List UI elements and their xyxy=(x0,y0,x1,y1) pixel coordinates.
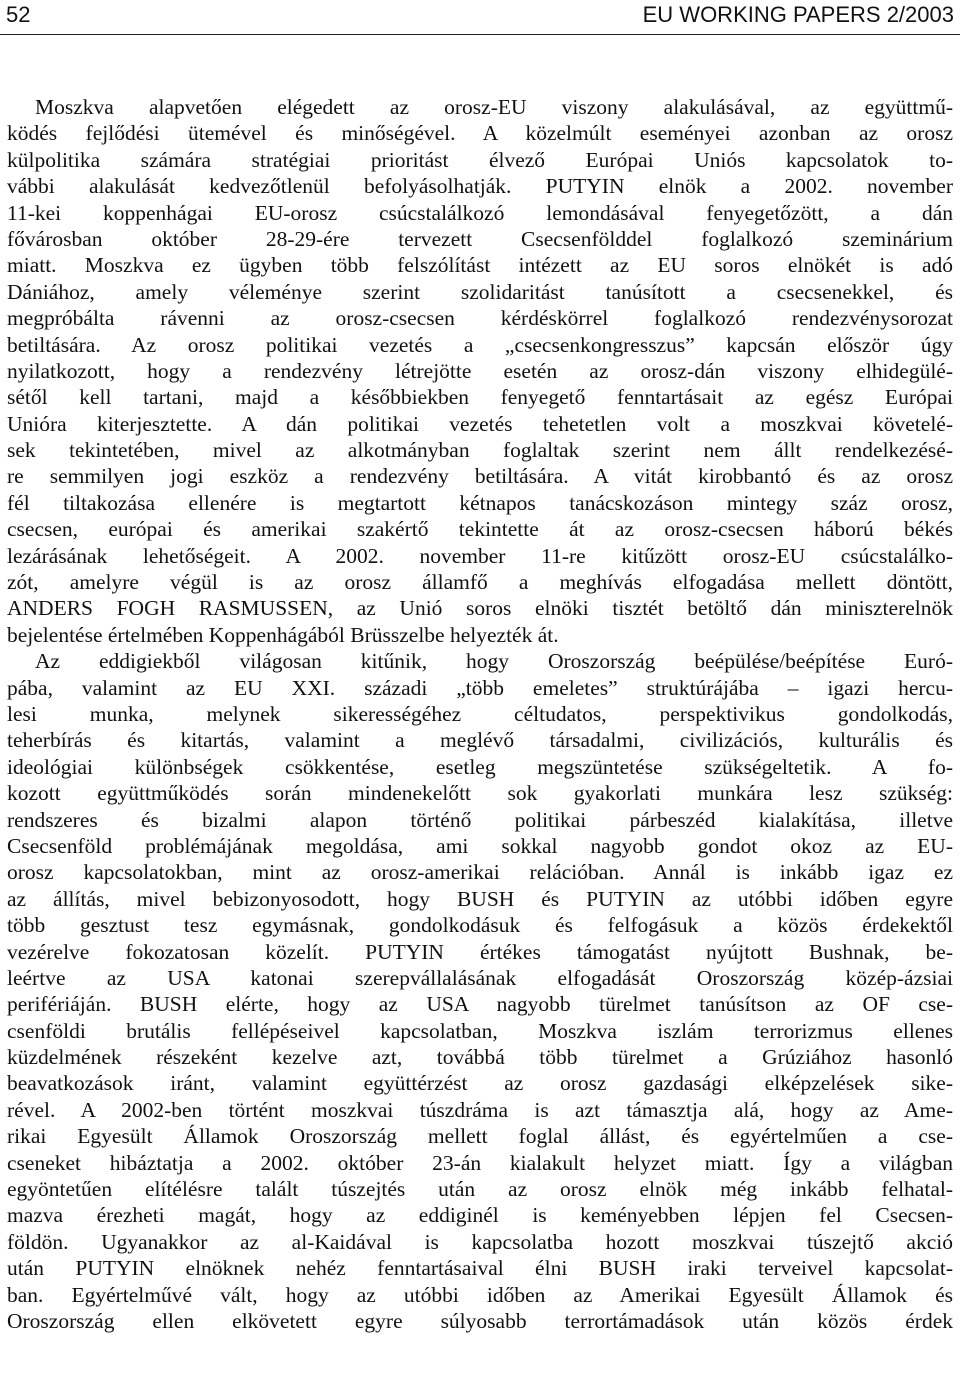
text-line: miatt. Moszkva ez ügyben több felszólítást intézett az EU soros elnökét is adó xyxy=(7,253,953,278)
text-line: leértve az USA katonai szerepvállalásának elfogadását Oroszország közép-ázsiai xyxy=(7,965,953,990)
text-line: vábbi alakulását kedvezőtlenül befolyásolhatják. PUTYIN elnök a 2002. november xyxy=(7,174,953,199)
text-line: földön. Ugyanakkor az al-Kaidával is kapcsolatba hozott moszkvai túszejtő akció xyxy=(7,1229,953,1254)
text-line: beavatkozások iránt, valamint együttérzést az orosz gazdasági elképzelések sike- xyxy=(7,1071,953,1096)
text-line: egyöntetűen elítélésre talált túszejtés után az orosz elnök még inkább felhatal- xyxy=(7,1177,953,1202)
text-line: bejelentése értelmében Koppenhágából Brüsszelbe helyezték át. xyxy=(7,622,559,647)
text-line: ANDERS FOGH RASMUSSEN, az Unió soros elnöki tisztét betöltő dán miniszterelnök xyxy=(7,596,953,621)
text-line: vezérelve fokozatosan közelít. PUTYIN értékes támogatást nyújtott Bushnak, be- xyxy=(7,939,953,964)
text-line: csenföldi brutális fellépéseivel kapcsolatban, Moszkva iszlám terrorizmus ellenes xyxy=(7,1018,953,1043)
text-line: zót, amelyre végül is az orosz államfő a meghívás elfogadása mellett döntött, xyxy=(7,570,953,595)
text-line: orosz kapcsolatokban, mint az orosz-amerikai relációban. Annál is inkább igaz ez xyxy=(7,860,953,885)
text-line: Csecsenföld problémájának megoldása, ami sokkal nagyobb gondot okoz az EU- xyxy=(7,833,953,858)
text-line: sek tekintetében, mivel az alkotmányban foglaltak szerint nem állt rendelkezésé- xyxy=(7,438,953,463)
text-line: csecsen, európai és amerikai szakértő tekintette át az orosz-csecsen háború békés xyxy=(7,517,953,542)
text-line: az állítás, mivel bebizonyosodott, hogy BUSH és PUTYIN az utóbbi időben egyre xyxy=(7,886,953,911)
text-line: cseneket hibáztatja a 2002. október 23-án kialakult helyzet miatt. Így a világban xyxy=(7,1150,953,1175)
text-line: lesi munka, melynek sikerességéhez céltudatos, perspektivikus gondolkodás, xyxy=(7,701,953,726)
text-line: pába, valamint az EU XXI. századi „több emeletes” struktúrájába – igazi hercu- xyxy=(7,675,953,700)
text-line: perifériáján. BUSH elérte, hogy az USA nagyobb türelmet tanúsítson az OF cse- xyxy=(7,992,953,1017)
text-line: Moszkva alapvetően elégedett az orosz-EU viszony alakulásával, az együttmű- xyxy=(35,95,953,119)
text-line: Unióra kiterjesztette. A dán politikai vezetés tehetetlen volt a moszkvai követelé- xyxy=(7,411,953,436)
text-line: lezárásának lehetőségeit. A 2002. november 11-re kitűzött orosz-EU csúcstalálko- xyxy=(7,543,953,568)
text-line: mazva érezheti magát, hogy az eddiginél is keményebben lépjen fel Csecsen- xyxy=(7,1203,953,1228)
text-line: rikai Egyesült Államok Oroszország mellett foglal állást, és egyértelműen a cse- xyxy=(7,1124,953,1149)
text-line: ködés fejlődési ütemével és minőségével. A közelmúlt eseményei azonban az orosz xyxy=(7,121,953,146)
text-line: rével. A 2002-ben történt moszkvai túszdráma is azt támasztja alá, hogy az Ame- xyxy=(7,1097,953,1122)
text-line: sétől kell tartani, majd a későbbiekben fenyegető fenntartásait az egész Európai xyxy=(7,385,953,410)
text-line: re semmilyen jogi eszköz a rendezvény betiltására. A vitát kirobbantó és az orosz xyxy=(7,464,953,489)
text-line: fél tiltakozása ellenére is megtartott kétnapos tanácskozáson mintegy száz orosz, xyxy=(7,490,953,515)
page-number: 52 xyxy=(6,2,31,27)
text-line: több gesztust tesz egymásnak, gondolkodásuk és felfogásuk a közös érdekektől xyxy=(7,913,953,938)
text-line: Dániához, amely véleménye szerint szolidaritást tanúsított a csecsenekkel, és xyxy=(7,279,953,304)
text-line: Oroszország ellen elkövetett egyre súlyosabb terrortámadások után közös érdek xyxy=(7,1308,953,1333)
text-line: Az eddigiekből világosan kitűnik, hogy Oroszország beépülése/beépítése Euró- xyxy=(35,649,953,674)
text-line: külpolitika számára stratégiai prioritást élvező Európai Uniós kapcsolatok to- xyxy=(7,147,953,172)
text-line: 11-kei koppenhágai EU-orosz csúcstalálkozó lemondásával fenyegetőzött, a dán xyxy=(7,200,953,225)
text-line: ban. Egyértelművé vált, hogy az utóbbi időben az Amerikai Egyesült Államok és xyxy=(7,1282,953,1307)
running-title: EU WORKING PAPERS 2/2003 xyxy=(642,2,954,27)
text-line: betiltására. Az orosz politikai vezetés a „csecsenkongresszus” kapcsán először úgy xyxy=(7,332,953,357)
body-text xyxy=(7,94,953,1334)
text-line: kozott együttműködés során mindenekelőtt sok gyakorlati munkára lesz szükség: xyxy=(7,781,953,806)
text-line: ideológiai különbségek csökkentése, esetleg megszüntetése szükségeltetik. A fo- xyxy=(7,754,953,779)
running-header xyxy=(0,0,960,35)
text-line: nyilatkozott, hogy a rendezvény létrejötte esetén az orosz-dán viszony elhidegülé- xyxy=(7,358,953,383)
text-line: fővárosban október 28-29-ére tervezett Csecsenfölddel foglalkozó szeminárium xyxy=(7,226,953,251)
text-line: után PUTYIN elnöknek nehéz fenntartásaival élni BUSH iraki terveivel kapcsolat- xyxy=(7,1256,953,1281)
text-line: rendszeres és bizalmi alapon történő politikai párbeszéd kialakítása, illetve xyxy=(7,807,953,832)
text-line: teherbírás és kitartás, valamint a meglévő társadalmi, civilizációs, kulturális és xyxy=(7,728,953,753)
text-line: megpróbálta rávenni az orosz-csecsen kérdéskörrel foglalkozó rendezvénysorozat xyxy=(7,306,953,331)
text-line: küzdelmének részeként kezelve azt, továbbá több türelmet a Grúziához hasonló xyxy=(7,1045,953,1070)
